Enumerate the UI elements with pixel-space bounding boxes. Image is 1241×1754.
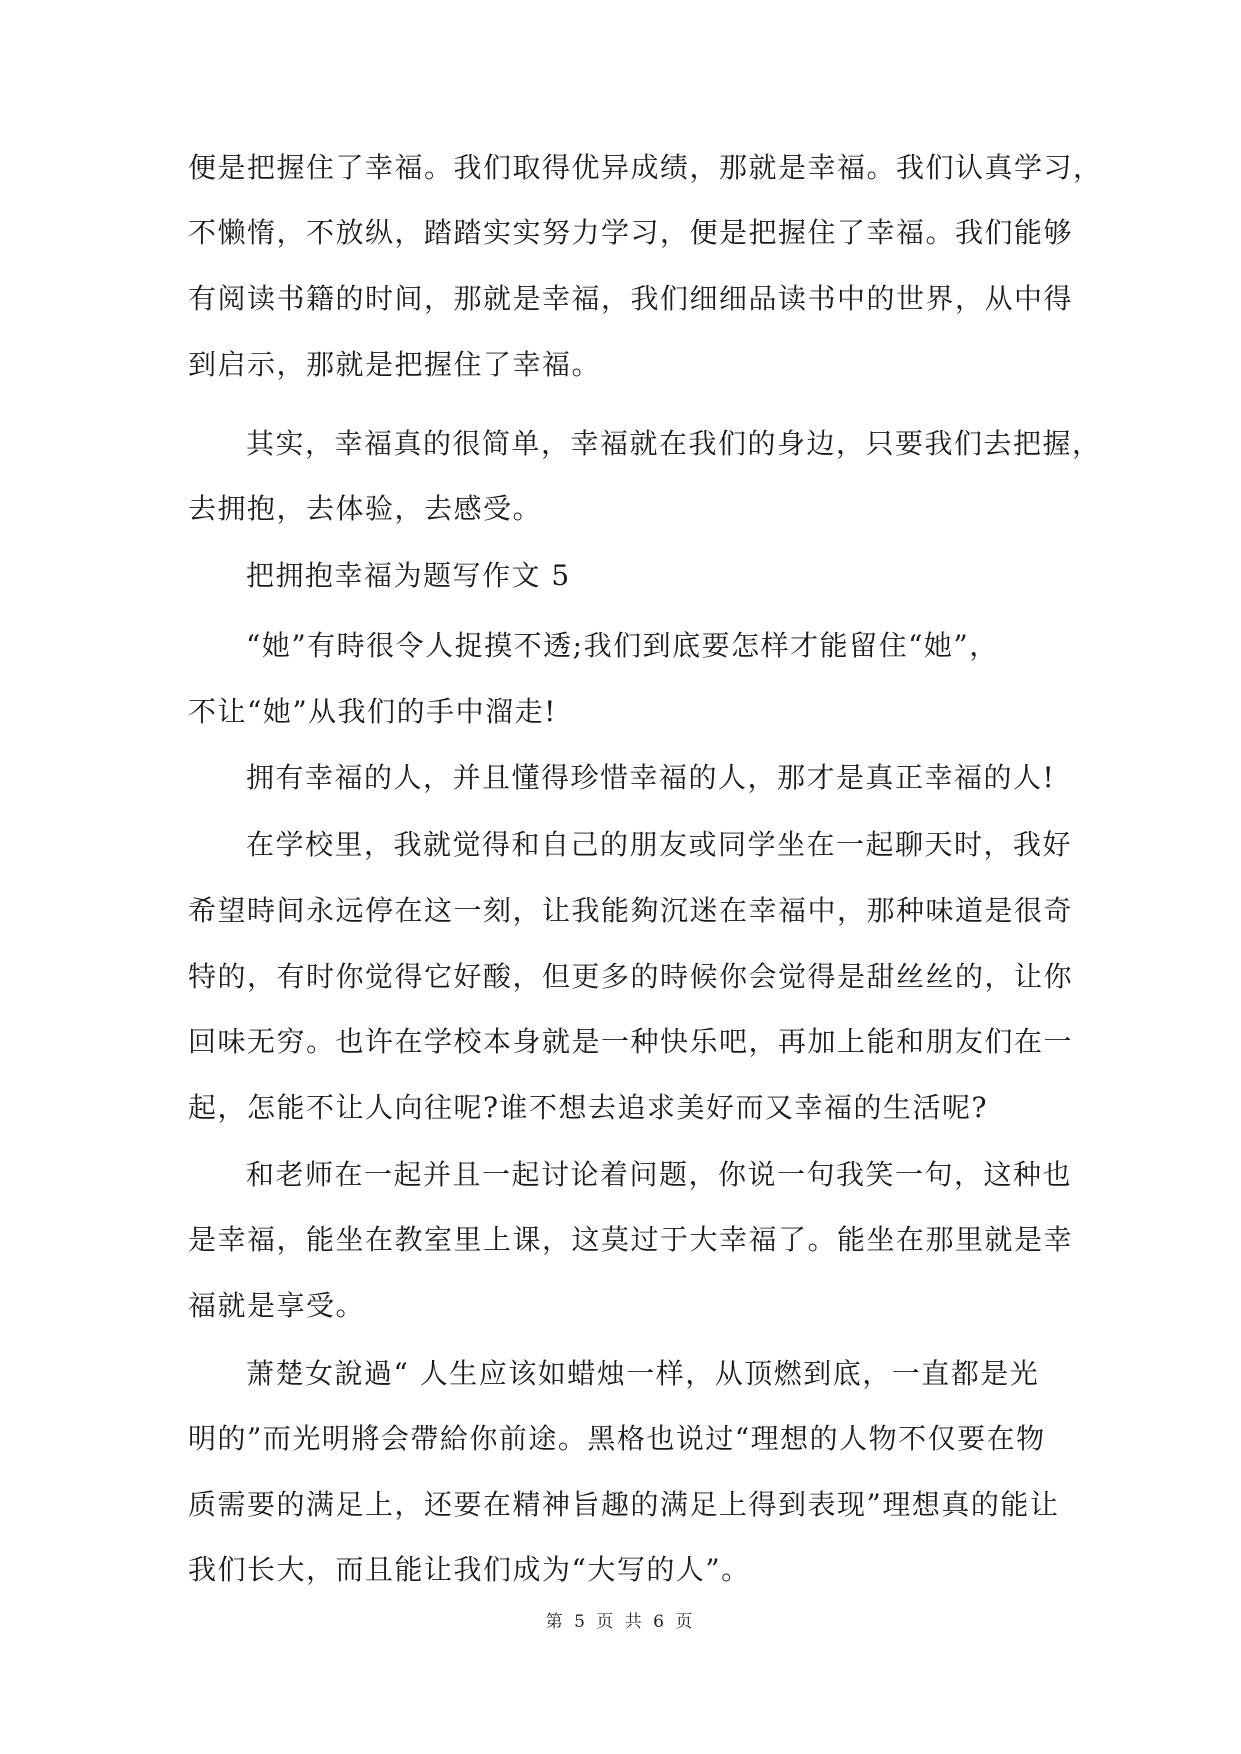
text-line: 是幸福，能坐在教室里上课，这莫过于大幸福了。能坐在那里就是幸 — [188, 1223, 1074, 1256]
text-line: 福就是享受。 — [188, 1289, 366, 1322]
text-line: 质需要的满足上，还要在精神旨趣的满足上得到表现”理想真的能让 — [188, 1488, 1060, 1521]
text-line: 回味无穷。也许在学校本身就是一种快乐吧，再加上能和朋友们在一 — [188, 1025, 1074, 1058]
text-line: 和老师在一起并且一起讨论着问题，你说一句我笑一句，这种也 — [246, 1158, 1073, 1191]
text-line: 萧楚女說過“ 人生应该如蜡烛一样，从顶燃到底，一直都是光 — [246, 1357, 1040, 1390]
text-line: 我们长大，而且能让我们成为“大写的人”。 — [188, 1553, 751, 1586]
text-line: 去拥抱，去体验，去感受。 — [188, 492, 543, 525]
text-line: 起，怎能不让人向往呢?谁不想去追求美好而又幸福的生活呢? — [188, 1091, 989, 1124]
text-line: 到启示，那就是把握住了幸福。 — [188, 348, 602, 381]
text-line: 明的”而光明將会帶給你前途。黑格也说过“理想的人物不仅要在物 — [188, 1422, 1046, 1455]
text-line: “她”有時很令人捉摸不透;我们到底要怎样才能留住“她”， — [246, 629, 999, 662]
text-line: 拥有幸福的人，并且懂得珍惜幸福的人，那才是真正幸福的人! — [246, 761, 1056, 794]
text-line: 有阅读书籍的时间，那就是幸福，我们细细品读书中的世界，从中得 — [188, 282, 1074, 315]
text-line: 不让“她”从我们的手中溜走! — [188, 695, 557, 728]
text-line: 便是把握住了幸福。我们取得优异成绩，那就是幸福。我们认真学习， — [188, 151, 1103, 184]
text-line: 希望時间永远停在这一刻，让我能夠沉迷在幸福中，那种味道是很奇 — [188, 894, 1074, 927]
text-line: 在学校里，我就觉得和自己的朋友或同学坐在一起聊天时，我好 — [246, 828, 1073, 861]
text-line: 不懒惰，不放纵，踏踏实实努力学习，便是把握住了幸福。我们能够 — [188, 216, 1074, 249]
section-heading: 把拥抱幸福为题写作文 5 — [246, 559, 571, 592]
text-line: 其实，幸福真的很简单，幸福就在我们的身边，只要我们去把握， — [246, 427, 1102, 460]
page-footer: 第 5 页 共 6 页 — [545, 1612, 696, 1632]
text-line: 特的，有时你觉得它好酸，但更多的時候你会觉得是甜丝丝的，让你 — [188, 960, 1074, 993]
